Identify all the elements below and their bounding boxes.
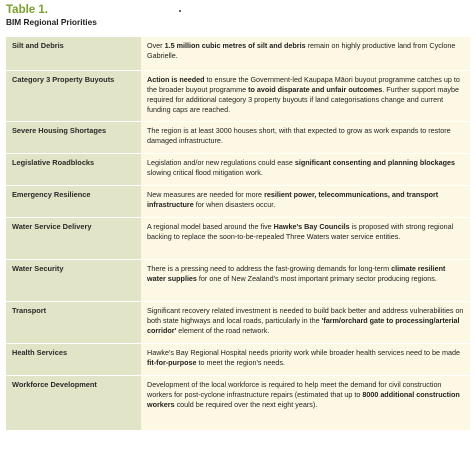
description-text: The region is at least 3000 houses short, with that expected to grow as work expands to restore damaged infrastructure.	[147, 125, 451, 145]
priority-label: Health Services	[6, 343, 141, 375]
description-text: New measures are needed for more	[147, 189, 265, 199]
priority-description	[141, 217, 470, 259]
description-text: to meet the region's needs.	[196, 357, 285, 367]
description-text: Significant recovery related investment is needed to build back better and address vulnerabilities on both state highways and local roads, particularly in the	[147, 305, 464, 325]
priority-description	[141, 121, 470, 153]
priority-description	[141, 37, 470, 70]
description-text: A regional model based around the five	[147, 221, 274, 231]
emphasis-text: 8000 additional construction workers	[147, 389, 460, 410]
description-text: slowing critical flood mitigation work.	[147, 167, 263, 177]
priority-description	[141, 259, 470, 301]
emphasis-text: significant consenting and planning blockages	[294, 157, 455, 167]
priority-description	[141, 70, 470, 121]
table-row	[6, 153, 470, 185]
priority-label: Legislative Roadblocks	[6, 153, 141, 185]
emphasis-text: Hawke's Bay Councils	[273, 221, 350, 231]
table-row	[6, 301, 470, 343]
description-text: to ensure the Government-led Kaupapa Māori buyout programme catches up to the broader buyout programme	[147, 74, 460, 94]
emphasis-text: fit-for-purpose	[147, 357, 197, 367]
description-text: could be required over the next eight years).	[174, 400, 318, 410]
description-text: Development of the local workforce is required to help meet the demand for civil construction workers for post-cyclone infrastructure repairs (estimated that up to	[147, 379, 442, 399]
emphasis-text: to avoid disparate and unfair outcomes	[248, 84, 383, 94]
stray-dot	[179, 10, 181, 12]
table-row	[6, 343, 470, 375]
emphasis-text: 1.5 million cubic metres of silt and debris	[164, 41, 306, 50]
priority-label: Workforce Development	[6, 375, 141, 430]
description-text: remain on highly productive land from Cyclone Gabrielle.	[147, 41, 456, 61]
table-caption	[6, 3, 97, 28]
priority-description	[141, 185, 470, 217]
table-row	[6, 37, 470, 70]
table-row	[6, 185, 470, 217]
priority-description	[141, 301, 470, 343]
table-row	[6, 217, 470, 259]
table-row	[6, 121, 470, 153]
table-row	[6, 70, 470, 121]
description-text: for one of New Zealand's most important primary sector producing regions.	[196, 273, 437, 283]
priority-description	[141, 343, 470, 375]
priority-label: Water Service Delivery	[6, 217, 141, 259]
description-text: Over	[147, 41, 165, 50]
description-text: is proposed with strong regional backing to replace the soon-to-be-repealed Three Waters water service entities.	[147, 221, 454, 241]
priority-label: Emergency Resilience	[6, 185, 141, 217]
emphasis-text: 'farm/orchard gate to processing/arterial corridor'	[147, 315, 460, 336]
priority-label: Category 3 Property Buyouts	[6, 70, 141, 121]
priority-description	[141, 153, 470, 185]
description-text: . Further support maybe required for additional category 3 property buyouts if land categorisations change and current funding caps are reached.	[147, 84, 459, 115]
table-title: BIM Regional Priorities	[6, 17, 97, 27]
priority-label: Water Security	[6, 259, 141, 301]
description-text: Hawke's Bay Regional Hospital needs priority work while broader health services need to be made	[147, 347, 460, 357]
priority-description	[141, 375, 470, 430]
table-row	[6, 375, 470, 430]
description-text: for when disasters occur.	[193, 199, 276, 209]
priorities-table	[6, 37, 470, 431]
table-row	[6, 259, 470, 301]
emphasis-text: resilient power, telecommunications, and transport infrastructure	[147, 189, 439, 209]
table-number: Table 1.	[6, 4, 48, 16]
priority-label: Silt and Debris	[6, 37, 141, 70]
emphasis-text: Action is needed	[147, 74, 205, 84]
priority-label: Severe Housing Shortages	[6, 121, 141, 153]
description-text: Legislation and/or new regulations could ease	[147, 157, 295, 167]
emphasis-text: climate resilient water supplies	[147, 263, 446, 283]
priority-label: Transport	[6, 301, 141, 343]
description-text: element of the road network.	[176, 326, 270, 336]
priorities-table-body	[6, 37, 470, 430]
description-text: There is a pressing need to address the fast-growing demands for long-term	[147, 263, 392, 273]
